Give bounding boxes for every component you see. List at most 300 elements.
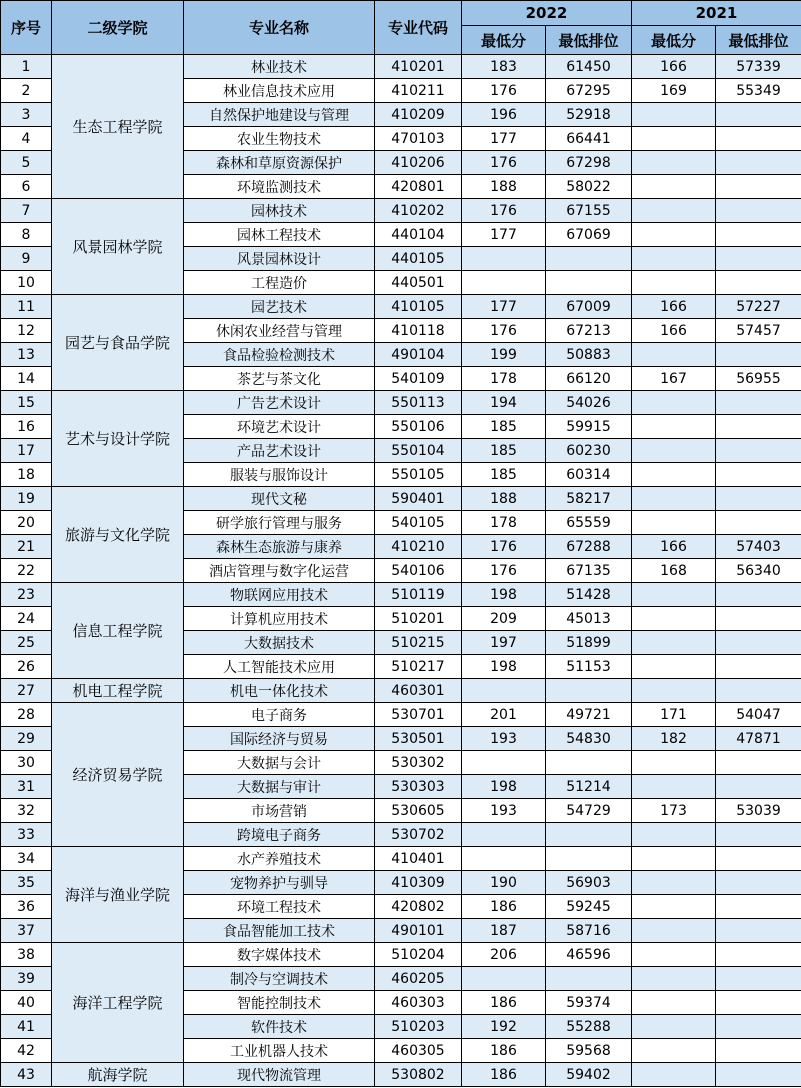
- min-score-2021-cell: [632, 751, 716, 775]
- major-code-cell: 440105: [375, 247, 462, 271]
- major-name-cell: 自然保护地建设与管理: [184, 103, 375, 127]
- min-rank-2022-cell: 59374: [546, 991, 632, 1015]
- row-index-cell: 16: [1, 415, 52, 439]
- min-rank-2022-cell: 54026: [546, 391, 632, 415]
- min-rank-2021-cell: [716, 871, 801, 895]
- min-score-2021-cell: [632, 391, 716, 415]
- min-rank-2021-cell: [716, 127, 801, 151]
- major-name-cell: 林业技术: [184, 55, 375, 79]
- min-rank-2022-cell: 58022: [546, 175, 632, 199]
- min-score-2022-cell: 193: [462, 727, 546, 751]
- row-index-cell: 15: [1, 391, 52, 415]
- major-code-cell: 460305: [375, 1039, 462, 1063]
- major-name-cell: 机电一体化技术: [184, 679, 375, 703]
- min-score-2021-cell: 166: [632, 535, 716, 559]
- min-rank-2021-cell: [716, 487, 801, 511]
- min-score-2021-cell: [632, 895, 716, 919]
- major-code-cell: 510119: [375, 583, 462, 607]
- major-name-cell: 休闲农业经营与管理: [184, 319, 375, 343]
- min-score-2022-cell: 178: [462, 367, 546, 391]
- min-score-2021-cell: [632, 775, 716, 799]
- min-score-2021-cell: [632, 943, 716, 967]
- min-rank-2021-cell: 56340: [716, 559, 801, 583]
- min-rank-2021-cell: 56955: [716, 367, 801, 391]
- min-rank-2022-cell: 67298: [546, 151, 632, 175]
- row-index-cell: 28: [1, 703, 52, 727]
- major-name-cell: 智能控制技术: [184, 991, 375, 1015]
- min-score-2021-cell: [632, 487, 716, 511]
- min-rank-2021-cell: [716, 895, 801, 919]
- min-score-2022-cell: 185: [462, 415, 546, 439]
- min-score-2022-cell: 176: [462, 151, 546, 175]
- min-rank-2022-cell: [546, 679, 632, 703]
- min-rank-2021-cell: [716, 415, 801, 439]
- row-index-cell: 19: [1, 487, 52, 511]
- major-name-cell: 食品智能加工技术: [184, 919, 375, 943]
- row-index-cell: 5: [1, 151, 52, 175]
- min-score-2021-cell: 166: [632, 319, 716, 343]
- row-index-cell: 18: [1, 463, 52, 487]
- min-score-2022-cell: 188: [462, 487, 546, 511]
- row-index-cell: 11: [1, 295, 52, 319]
- min-rank-2021-cell: [716, 199, 801, 223]
- major-code-cell: 590401: [375, 487, 462, 511]
- min-rank-2022-cell: 51428: [546, 583, 632, 607]
- min-rank-2021-cell: 47871: [716, 727, 801, 751]
- min-rank-2022-cell: 66441: [546, 127, 632, 151]
- min-score-2021-cell: [632, 463, 716, 487]
- min-score-2022-cell: [462, 679, 546, 703]
- min-score-2021-cell: 166: [632, 55, 716, 79]
- min-score-2022-cell: 176: [462, 535, 546, 559]
- min-rank-2022-cell: [546, 967, 632, 991]
- min-rank-2021-cell: [716, 631, 801, 655]
- min-rank-2021-cell: [716, 1015, 801, 1039]
- major-code-cell: 420801: [375, 175, 462, 199]
- table-row: [1, 295, 801, 319]
- min-rank-2021-cell: [716, 151, 801, 175]
- major-code-cell: 530702: [375, 823, 462, 847]
- min-score-2022-cell: 178: [462, 511, 546, 535]
- table-row: [1, 847, 801, 871]
- min-rank-2022-cell: [546, 847, 632, 871]
- major-name-cell: 大数据与审计: [184, 775, 375, 799]
- row-index-cell: 38: [1, 943, 52, 967]
- major-name-cell: 计算机应用技术: [184, 607, 375, 631]
- major-name-cell: 园林工程技术: [184, 223, 375, 247]
- header-min-score-2021: 最低分: [632, 26, 716, 55]
- min-score-2022-cell: [462, 967, 546, 991]
- row-index-cell: 7: [1, 199, 52, 223]
- table-row: [1, 199, 801, 223]
- min-score-2022-cell: 186: [462, 1039, 546, 1063]
- min-score-2021-cell: [632, 583, 716, 607]
- row-index-cell: 26: [1, 655, 52, 679]
- row-index-cell: 6: [1, 175, 52, 199]
- row-index-cell: 9: [1, 247, 52, 271]
- min-rank-2021-cell: [716, 991, 801, 1015]
- major-code-cell: 410209: [375, 103, 462, 127]
- header-major: 专业名称: [184, 1, 375, 55]
- min-score-2021-cell: [632, 1039, 716, 1063]
- min-score-2022-cell: 192: [462, 1015, 546, 1039]
- min-score-2021-cell: [632, 967, 716, 991]
- min-rank-2022-cell: 61450: [546, 55, 632, 79]
- min-rank-2022-cell: 66120: [546, 367, 632, 391]
- major-name-cell: 环境艺术设计: [184, 415, 375, 439]
- major-code-cell: 490104: [375, 343, 462, 367]
- min-rank-2022-cell: 67295: [546, 79, 632, 103]
- college-cell: 生态工程学院: [52, 55, 184, 199]
- min-score-2021-cell: [632, 271, 716, 295]
- major-name-cell: 风景园林设计: [184, 247, 375, 271]
- major-name-cell: 物联网应用技术: [184, 583, 375, 607]
- min-score-2021-cell: [632, 151, 716, 175]
- major-name-cell: 服装与服饰设计: [184, 463, 375, 487]
- table-row: [1, 703, 801, 727]
- min-score-2021-cell: [632, 991, 716, 1015]
- min-rank-2021-cell: [716, 343, 801, 367]
- min-score-2022-cell: 193: [462, 799, 546, 823]
- min-score-2022-cell: 176: [462, 319, 546, 343]
- row-index-cell: 40: [1, 991, 52, 1015]
- min-rank-2021-cell: [716, 391, 801, 415]
- row-index-cell: 12: [1, 319, 52, 343]
- major-code-cell: 510217: [375, 655, 462, 679]
- min-score-2021-cell: 173: [632, 799, 716, 823]
- major-code-cell: 470103: [375, 127, 462, 151]
- major-code-cell: 530701: [375, 703, 462, 727]
- major-code-cell: 410105: [375, 295, 462, 319]
- major-code-cell: 550106: [375, 415, 462, 439]
- min-score-2022-cell: 199: [462, 343, 546, 367]
- major-name-cell: 森林和草原资源保护: [184, 151, 375, 175]
- min-rank-2022-cell: 60230: [546, 439, 632, 463]
- min-rank-2022-cell: 51153: [546, 655, 632, 679]
- header-min-score-2022: 最低分: [462, 26, 546, 55]
- major-code-cell: 510203: [375, 1015, 462, 1039]
- major-name-cell: 市场营销: [184, 799, 375, 823]
- college-cell: 海洋工程学院: [52, 943, 184, 1063]
- major-code-cell: 530302: [375, 751, 462, 775]
- row-index-cell: 29: [1, 727, 52, 751]
- row-index-cell: 8: [1, 223, 52, 247]
- min-rank-2022-cell: 46596: [546, 943, 632, 967]
- min-rank-2021-cell: [716, 463, 801, 487]
- major-name-cell: 林业信息技术应用: [184, 79, 375, 103]
- min-score-2021-cell: [632, 175, 716, 199]
- major-code-cell: 410401: [375, 847, 462, 871]
- min-rank-2022-cell: [546, 271, 632, 295]
- header-min-rank-2022: 最低排位: [546, 26, 632, 55]
- table-body: [1, 55, 801, 1087]
- min-score-2021-cell: [632, 607, 716, 631]
- min-rank-2021-cell: [716, 175, 801, 199]
- major-code-cell: 410118: [375, 319, 462, 343]
- min-rank-2021-cell: [716, 439, 801, 463]
- min-rank-2022-cell: 54830: [546, 727, 632, 751]
- major-name-cell: 环境监测技术: [184, 175, 375, 199]
- min-score-2021-cell: [632, 655, 716, 679]
- min-score-2022-cell: 206: [462, 943, 546, 967]
- min-rank-2022-cell: 58217: [546, 487, 632, 511]
- min-rank-2021-cell: 57227: [716, 295, 801, 319]
- row-index-cell: 21: [1, 535, 52, 559]
- table-row: [1, 391, 801, 415]
- min-score-2022-cell: 198: [462, 775, 546, 799]
- min-score-2022-cell: 194: [462, 391, 546, 415]
- min-rank-2022-cell: 52918: [546, 103, 632, 127]
- min-score-2022-cell: 196: [462, 103, 546, 127]
- min-score-2021-cell: [632, 1015, 716, 1039]
- row-index-cell: 37: [1, 919, 52, 943]
- min-score-2021-cell: 168: [632, 559, 716, 583]
- min-rank-2021-cell: 57403: [716, 535, 801, 559]
- row-index-cell: 22: [1, 559, 52, 583]
- min-score-2022-cell: 197: [462, 631, 546, 655]
- header-year-2021: 2021: [632, 1, 801, 26]
- min-rank-2021-cell: [716, 103, 801, 127]
- row-index-cell: 20: [1, 511, 52, 535]
- header-college: 二级学院: [52, 1, 184, 55]
- min-score-2022-cell: 176: [462, 559, 546, 583]
- min-rank-2022-cell: 59402: [546, 1063, 632, 1087]
- major-name-cell: 电子商务: [184, 703, 375, 727]
- major-name-cell: 茶艺与茶文化: [184, 367, 375, 391]
- min-rank-2021-cell: [716, 919, 801, 943]
- min-score-2022-cell: 198: [462, 655, 546, 679]
- major-code-cell: 410211: [375, 79, 462, 103]
- min-rank-2021-cell: [716, 775, 801, 799]
- min-score-2022-cell: 188: [462, 175, 546, 199]
- min-rank-2022-cell: [546, 751, 632, 775]
- min-rank-2021-cell: [716, 607, 801, 631]
- row-index-cell: 24: [1, 607, 52, 631]
- min-rank-2021-cell: [716, 679, 801, 703]
- min-score-2021-cell: [632, 247, 716, 271]
- major-name-cell: 园艺技术: [184, 295, 375, 319]
- major-code-cell: 440104: [375, 223, 462, 247]
- min-score-2021-cell: [632, 439, 716, 463]
- min-score-2022-cell: 201: [462, 703, 546, 727]
- min-rank-2022-cell: 67213: [546, 319, 632, 343]
- major-name-cell: 制冷与空调技术: [184, 967, 375, 991]
- college-cell: 园艺与食品学院: [52, 295, 184, 391]
- major-code-cell: 410309: [375, 871, 462, 895]
- major-name-cell: 广告艺术设计: [184, 391, 375, 415]
- row-index-cell: 4: [1, 127, 52, 151]
- major-code-cell: 490101: [375, 919, 462, 943]
- min-score-2021-cell: [632, 631, 716, 655]
- min-score-2022-cell: 186: [462, 895, 546, 919]
- row-index-cell: 23: [1, 583, 52, 607]
- major-code-cell: 510215: [375, 631, 462, 655]
- min-score-2022-cell: 177: [462, 295, 546, 319]
- min-rank-2022-cell: 45013: [546, 607, 632, 631]
- min-score-2021-cell: 169: [632, 79, 716, 103]
- min-rank-2022-cell: 51899: [546, 631, 632, 655]
- row-index-cell: 42: [1, 1039, 52, 1063]
- min-rank-2022-cell: 67288: [546, 535, 632, 559]
- major-code-cell: 510204: [375, 943, 462, 967]
- major-code-cell: 550113: [375, 391, 462, 415]
- header-year-2022: 2022: [462, 1, 632, 26]
- table-row: [1, 583, 801, 607]
- major-code-cell: 540109: [375, 367, 462, 391]
- major-name-cell: 研学旅行管理与服务: [184, 511, 375, 535]
- min-score-2022-cell: 177: [462, 127, 546, 151]
- major-code-cell: 460205: [375, 967, 462, 991]
- min-rank-2022-cell: [546, 247, 632, 271]
- row-index-cell: 2: [1, 79, 52, 103]
- min-score-2022-cell: 198: [462, 583, 546, 607]
- row-index-cell: 3: [1, 103, 52, 127]
- min-rank-2022-cell: 54729: [546, 799, 632, 823]
- row-index-cell: 10: [1, 271, 52, 295]
- min-rank-2022-cell: 50883: [546, 343, 632, 367]
- min-score-2021-cell: [632, 415, 716, 439]
- row-index-cell: 14: [1, 367, 52, 391]
- major-name-cell: 工业机器人技术: [184, 1039, 375, 1063]
- major-name-cell: 人工智能技术应用: [184, 655, 375, 679]
- major-name-cell: 大数据技术: [184, 631, 375, 655]
- major-name-cell: 水产养殖技术: [184, 847, 375, 871]
- min-rank-2022-cell: 67155: [546, 199, 632, 223]
- min-score-2021-cell: [632, 127, 716, 151]
- min-score-2021-cell: [632, 343, 716, 367]
- major-code-cell: 410210: [375, 535, 462, 559]
- min-rank-2022-cell: 67009: [546, 295, 632, 319]
- row-index-cell: 30: [1, 751, 52, 775]
- major-name-cell: 酒店管理与数字化运营: [184, 559, 375, 583]
- major-code-cell: 460301: [375, 679, 462, 703]
- min-rank-2022-cell: 67069: [546, 223, 632, 247]
- min-rank-2021-cell: 57457: [716, 319, 801, 343]
- min-score-2021-cell: 182: [632, 727, 716, 751]
- row-index-cell: 41: [1, 1015, 52, 1039]
- min-rank-2022-cell: 59245: [546, 895, 632, 919]
- min-score-2022-cell: [462, 847, 546, 871]
- major-name-cell: 数字媒体技术: [184, 943, 375, 967]
- table-row: [1, 487, 801, 511]
- college-cell: 信息工程学院: [52, 583, 184, 679]
- min-rank-2021-cell: [716, 655, 801, 679]
- row-index-cell: 27: [1, 679, 52, 703]
- major-name-cell: 食品检验检测技术: [184, 343, 375, 367]
- min-rank-2021-cell: 55349: [716, 79, 801, 103]
- row-index-cell: 34: [1, 847, 52, 871]
- major-code-cell: 530303: [375, 775, 462, 799]
- major-name-cell: 农业生物技术: [184, 127, 375, 151]
- min-rank-2021-cell: [716, 967, 801, 991]
- major-name-cell: 国际经济与贸易: [184, 727, 375, 751]
- min-score-2022-cell: 176: [462, 79, 546, 103]
- min-score-2022-cell: 176: [462, 199, 546, 223]
- min-rank-2021-cell: [716, 583, 801, 607]
- min-score-2021-cell: [632, 199, 716, 223]
- min-rank-2021-cell: [716, 247, 801, 271]
- min-score-2021-cell: [632, 919, 716, 943]
- min-score-2022-cell: 186: [462, 1063, 546, 1087]
- min-score-2021-cell: [632, 823, 716, 847]
- min-rank-2021-cell: [716, 1063, 801, 1087]
- major-name-cell: 宠物养护与驯导: [184, 871, 375, 895]
- min-rank-2021-cell: [716, 823, 801, 847]
- major-name-cell: 大数据与会计: [184, 751, 375, 775]
- min-score-2021-cell: [632, 871, 716, 895]
- min-score-2022-cell: 190: [462, 871, 546, 895]
- min-rank-2022-cell: [546, 823, 632, 847]
- min-rank-2021-cell: [716, 511, 801, 535]
- major-code-cell: 420802: [375, 895, 462, 919]
- min-rank-2022-cell: 51214: [546, 775, 632, 799]
- min-score-2022-cell: 185: [462, 463, 546, 487]
- major-code-cell: 540105: [375, 511, 462, 535]
- major-name-cell: 工程造价: [184, 271, 375, 295]
- min-score-2021-cell: [632, 847, 716, 871]
- major-code-cell: 460303: [375, 991, 462, 1015]
- row-index-cell: 31: [1, 775, 52, 799]
- major-name-cell: 园林技术: [184, 199, 375, 223]
- min-score-2022-cell: [462, 823, 546, 847]
- row-index-cell: 33: [1, 823, 52, 847]
- row-index-cell: 39: [1, 967, 52, 991]
- min-score-2021-cell: [632, 511, 716, 535]
- major-code-cell: 410206: [375, 151, 462, 175]
- major-code-cell: 510201: [375, 607, 462, 631]
- min-rank-2022-cell: 60314: [546, 463, 632, 487]
- major-name-cell: 产品艺术设计: [184, 439, 375, 463]
- min-rank-2021-cell: 53039: [716, 799, 801, 823]
- table-row: [1, 55, 801, 79]
- min-score-2021-cell: 166: [632, 295, 716, 319]
- row-index-cell: 32: [1, 799, 52, 823]
- min-score-2022-cell: [462, 751, 546, 775]
- min-rank-2022-cell: 59568: [546, 1039, 632, 1063]
- min-rank-2021-cell: [716, 223, 801, 247]
- major-code-cell: 410202: [375, 199, 462, 223]
- college-cell: 机电工程学院: [52, 679, 184, 703]
- min-score-2021-cell: [632, 1063, 716, 1087]
- major-name-cell: 环境工程技术: [184, 895, 375, 919]
- college-cell: 风景园林学院: [52, 199, 184, 295]
- min-rank-2021-cell: [716, 943, 801, 967]
- college-cell: 航海学院: [52, 1063, 184, 1087]
- row-index-cell: 43: [1, 1063, 52, 1087]
- college-cell: 海洋与渔业学院: [52, 847, 184, 943]
- row-index-cell: 1: [1, 55, 52, 79]
- row-index-cell: 17: [1, 439, 52, 463]
- min-score-2022-cell: 209: [462, 607, 546, 631]
- header-index: 序号: [1, 1, 52, 55]
- major-name-cell: 跨境电子商务: [184, 823, 375, 847]
- college-cell: 艺术与设计学院: [52, 391, 184, 487]
- major-code-cell: 530501: [375, 727, 462, 751]
- min-rank-2021-cell: [716, 847, 801, 871]
- major-code-cell: 540106: [375, 559, 462, 583]
- major-name-cell: 软件技术: [184, 1015, 375, 1039]
- min-rank-2022-cell: 59915: [546, 415, 632, 439]
- min-score-2021-cell: [632, 103, 716, 127]
- major-code-cell: 530802: [375, 1063, 462, 1087]
- min-score-2021-cell: [632, 223, 716, 247]
- min-rank-2021-cell: [716, 1039, 801, 1063]
- min-score-2022-cell: [462, 271, 546, 295]
- row-index-cell: 13: [1, 343, 52, 367]
- major-name-cell: 森林生态旅游与康养: [184, 535, 375, 559]
- min-score-2022-cell: 177: [462, 223, 546, 247]
- min-score-2021-cell: 167: [632, 367, 716, 391]
